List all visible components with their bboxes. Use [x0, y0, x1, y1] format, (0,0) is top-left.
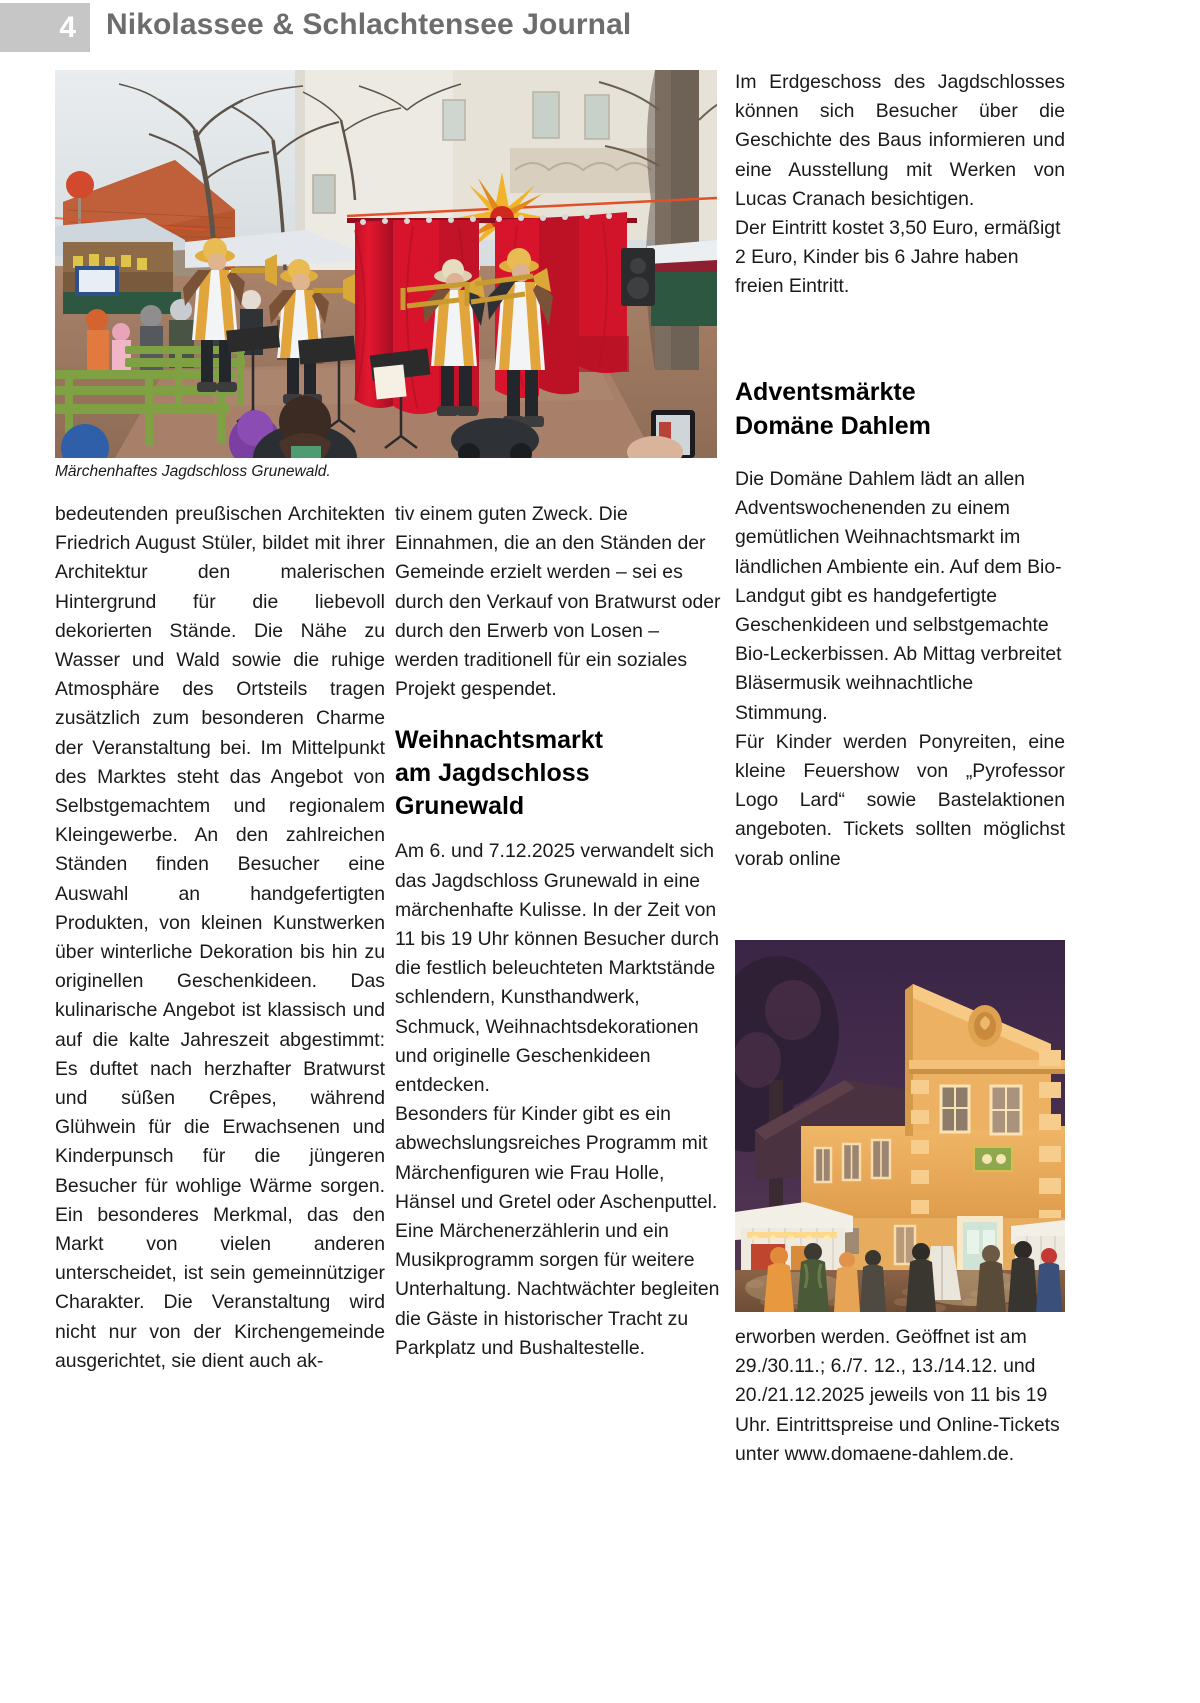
paragraph-tickets: erworben werden. Geöffnet ist am 29./30.11.; 6./7. 12., 13./14.12. und 20./21.12.2025 jeweils von 11 bis 19 Uhr. Eintrittspreise und Online-Tickets unter www.domaene-dahlem.de.	[735, 1326, 1060, 1465]
right-column-bottom-text	[735, 1323, 1065, 1469]
photo-domaene-illustration	[735, 940, 1065, 1312]
middle-column-text	[395, 500, 725, 1363]
paragraph-eintritt: Der Eintritt kostet 3,50 Euro, ermäßigt 2 Euro, Kinder bis 6 Jahre haben freien Eintritt.	[735, 217, 1061, 298]
photo-jagdschloss-illustration	[55, 70, 717, 458]
subheading-line2: am Jagdschloss	[395, 759, 590, 788]
page-number-box	[0, 3, 90, 52]
subheading-weihnachtsmarkt	[395, 724, 725, 823]
journal-title: Nikolassee & Schlachtensee Journal	[106, 8, 632, 41]
subheading-line1: Weihnachtsmarkt	[395, 726, 603, 755]
right-column-top-text	[735, 68, 1065, 302]
page-number: 4	[59, 10, 76, 44]
right-column-middle-text	[735, 465, 1065, 874]
section-heading-line1: Adventsmärkte	[735, 378, 916, 406]
photo-domaene-dahlem	[735, 940, 1065, 1312]
photo-jagdschloss-grunewald	[55, 70, 717, 458]
section-heading-adventsmaerkte	[735, 375, 1065, 443]
paragraph-domaene1: Die Domäne Dahlem lädt an allen Adventswochenenden zu einem gemütlichen Weihnachtsmarkt im ländlichen Ambiente ein. Auf dem Bio-Landgut gibt es handgefertigte Geschenkideen und selbstgemachte Bio-Leckerbissen. Ab Mittag verbreitet Bläsermusik weihnachtliche Stimmung.	[735, 468, 1062, 724]
subheading-line3: Grunewald	[395, 792, 525, 821]
photo-caption: Märchenhaftes Jagdschloss Grunewald.	[55, 463, 331, 480]
section-heading-line2: Domäne Dahlem	[735, 412, 931, 440]
paragraph-mid-body1: Am 6. und 7.12.2025 verwandelt sich das Jagdschloss Grunewald in eine märchenhafte Kulisse. In der Zeit von 11 bis 19 Uhr können Besucher durch die festlich beleuchteten Marktstände schlendern, Kunsthandwerk, Schmuck, Weihnachtsdekorationen und originelle Geschenkideen entdecken.	[395, 840, 720, 1097]
left-column-text	[55, 500, 385, 1376]
paragraph-mid-body2: Besonders für Kinder gibt es ein abwechslungsreiches Programm mit Märchenfiguren wie Frau Holle, Hänsel und Gretel oder Aschenputtel. Eine Märchenerzählerin und ein Musikprogramm sorgen für weitere Unterhaltung. Nachtwächter begleiten die Gäste in historischer Tracht zu Parkplatz und Bushaltestelle.	[395, 1103, 720, 1359]
paragraph-erdgeschoss: Im Erdgeschoss des Jagdschlosses können sich Besucher über die Geschichte des Baus informieren und eine Ausstellung mit Werken von Lucas Cranach besichtigen.	[735, 71, 1065, 210]
paragraph-domaene2: Für Kinder werden Ponyreiten, eine kleine Feuershow von „Pyrofessor Logo Lard“ sowie Bastelaktionen angeboten. Tickets sollten möglichst vorab online	[735, 730, 1065, 870]
paragraph-mid-top: tiv einem guten Zweck. Die Einnahmen, die an den Ständen der Gemeinde erzielt werden – sei es durch den Verkauf von Bratwurst oder durch den Erwerb von Losen – werden traditionell für ein soziales Projekt gespendet.	[395, 503, 721, 701]
page-header	[0, 0, 1200, 52]
paragraph-left-body: bedeutenden preußischen Architekten Friedrich August Stüler, bildet mit ihrer Architektur den malerischen Hintergrund für die liebevoll dekorierten Stände. Die Nähe zu Wasser und Wald sowie die ruhige Atmosphäre des Ortsteils tragen zusätzlich zum besonderen Charme der Veranstaltung bei. Im Mittelpunkt des Marktes steht das Angebot von Selbstgemachtem und regionalem Kleingewerbe. An den zahlreichen Ständen finden Besucher eine Auswahl an handgefertigten Produkten, von kleinen Kunstwerken über winterliche Dekoration bis hin zu originellen Geschenkideen. Das kulinarische Angebot ist klassisch und auf die kalte Jahreszeit abgestimmt: Es duftet nach herzhafter Bratwurst und süßen Crêpes, während Glühwein für die Erwachsenen und Kinderpunsch für die jüngeren Besucher für wohlige Wärme sorgen. Ein besonderes Merkmal, das den Markt von vielen anderen unterscheidet, ist sein gemeinnütziger Charakter. Die Veranstaltung wird nicht nur von der Kirchengemeinde ausgerichtet, sie dient auch ak-	[55, 503, 385, 1372]
